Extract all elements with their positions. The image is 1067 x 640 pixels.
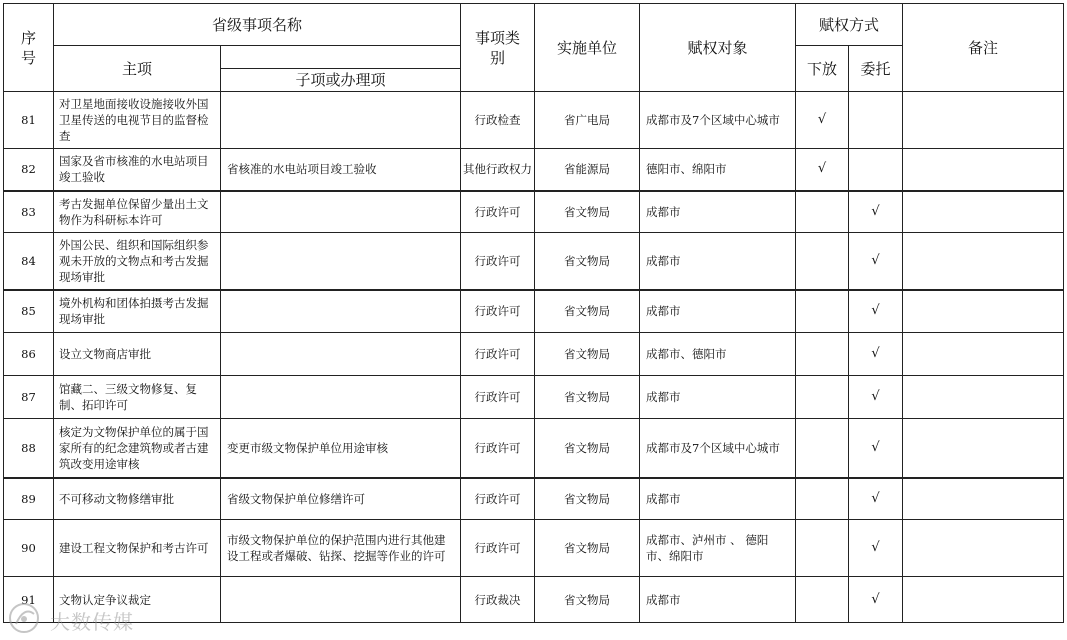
cell-delegation-target: 成都市 [640,376,796,419]
table-row [4,520,1064,577]
cell-row-number: 82 [4,149,54,191]
cell-remark [903,478,1064,520]
cell-delegate-mark: √ [796,149,849,191]
cell-implementing-unit: 省能源局 [535,149,640,191]
cell-entrust-mark [849,92,903,149]
header-target: 赋权对象 [640,4,796,92]
cell-entrust-mark: √ [849,233,903,290]
cell-row-number: 91 [4,577,54,623]
cell-sub-item: 变更市级文物保护单位用途审核 [221,419,461,478]
table-row [4,376,1064,419]
cell-sub-item [221,191,461,233]
cell-remark [903,149,1064,191]
cell-main-item: 文物认定争议裁定 [54,577,221,623]
delegation-table [3,3,1064,623]
cell-implementing-unit: 省文物局 [535,333,640,376]
cell-row-number: 86 [4,333,54,376]
cell-delegation-target: 成都市 [640,577,796,623]
table-row [4,333,1064,376]
header-seq: 序号 [4,4,54,92]
cell-category: 行政许可 [461,478,535,520]
table-row [4,478,1064,520]
cell-implementing-unit: 省文物局 [535,191,640,233]
table-row [4,290,1064,333]
cell-delegation-target: 德阳市、绵阳市 [640,149,796,191]
cell-remark [903,233,1064,290]
cell-entrust-mark: √ [849,520,903,577]
cell-remark [903,333,1064,376]
table-row [4,577,1064,623]
cell-delegate-mark [796,478,849,520]
cell-entrust-mark [849,149,903,191]
cell-implementing-unit: 省文物局 [535,233,640,290]
cell-delegate-mark [796,577,849,623]
cell-remark [903,419,1064,478]
cell-row-number: 87 [4,376,54,419]
header-method-entrust: 委托 [849,46,903,92]
cell-category: 行政许可 [461,419,535,478]
cell-sub-item: 省级文物保护单位修缮许可 [221,478,461,520]
header-method-delegate: 下放 [796,46,849,92]
cell-main-item: 不可移动文物修缮审批 [54,478,221,520]
cell-delegate-mark [796,376,849,419]
cell-sub-item [221,577,461,623]
cell-implementing-unit: 省文物局 [535,290,640,333]
table-row [4,419,1064,478]
cell-delegate-mark [796,333,849,376]
cell-entrust-mark: √ [849,290,903,333]
cell-sub-item: 省核准的水电站项目竣工验收 [221,149,461,191]
cell-entrust-mark: √ [849,376,903,419]
cell-main-item: 境外机构和团体拍摄考古发掘现场审批 [54,290,221,333]
cell-sub-item [221,333,461,376]
table-row [4,233,1064,290]
cell-main-item: 对卫星地面接收设施接收外国卫星传送的电视节目的监督检查 [54,92,221,149]
cell-sub-item [221,92,461,149]
cell-implementing-unit: 省文物局 [535,577,640,623]
cell-sub-item [221,233,461,290]
cell-remark [903,191,1064,233]
cell-row-number: 84 [4,233,54,290]
cell-category: 行政许可 [461,290,535,333]
cell-category: 行政许可 [461,520,535,577]
header-sub-spacer [221,46,461,69]
header-main-item: 主项 [54,46,221,92]
cell-implementing-unit: 省广电局 [535,92,640,149]
cell-row-number: 85 [4,290,54,333]
cell-main-item: 外国公民、组织和国际组织参观未开放的文物点和考古发掘现场审批 [54,233,221,290]
cell-delegation-target: 成都市 [640,290,796,333]
table-row [4,191,1064,233]
cell-entrust-mark: √ [849,419,903,478]
cell-delegation-target: 成都市及7个区域中心城市 [640,92,796,149]
cell-remark [903,577,1064,623]
cell-sub-item [221,376,461,419]
header-name-group: 省级事项名称 [54,4,461,46]
header-category: 事项类别 [461,4,535,92]
cell-entrust-mark: √ [849,577,903,623]
cell-main-item: 设立文物商店审批 [54,333,221,376]
cell-row-number: 90 [4,520,54,577]
cell-entrust-mark: √ [849,333,903,376]
cell-remark [903,290,1064,333]
cell-entrust-mark: √ [849,191,903,233]
cell-delegate-mark [796,419,849,478]
cell-entrust-mark: √ [849,478,903,520]
cell-delegate-mark [796,191,849,233]
cell-implementing-unit: 省文物局 [535,419,640,478]
cell-delegation-target: 成都市 [640,478,796,520]
cell-delegate-mark [796,520,849,577]
cell-row-number: 81 [4,92,54,149]
cell-row-number: 88 [4,419,54,478]
cell-main-item: 考古发掘单位保留少量出土文物作为科研标本许可 [54,191,221,233]
cell-delegation-target: 成都市 [640,233,796,290]
cell-remark [903,376,1064,419]
cell-category: 行政许可 [461,191,535,233]
cell-category: 行政裁决 [461,577,535,623]
cell-category: 行政检查 [461,92,535,149]
cell-remark [903,92,1064,149]
header-unit: 实施单位 [535,4,640,92]
cell-main-item: 核定为文物保护单位的属于国家所有的纪念建筑物或者古建筑改变用途审核 [54,419,221,478]
cell-category: 行政许可 [461,233,535,290]
cell-delegation-target: 成都市、德阳市 [640,333,796,376]
cell-row-number: 83 [4,191,54,233]
cell-delegation-target: 成都市、泸州市 、 德阳市、绵阳市 [640,520,796,577]
cell-row-number: 89 [4,478,54,520]
cell-sub-item: 市级文物保护单位的保护范围内进行其他建设工程或者爆破、钻探、挖掘等作业的许可 [221,520,461,577]
cell-main-item: 建设工程文物保护和考古许可 [54,520,221,577]
cell-delegation-target: 成都市及7个区域中心城市 [640,419,796,478]
table-row [4,92,1064,149]
cell-category: 行政许可 [461,333,535,376]
cell-delegate-mark [796,290,849,333]
cell-category: 其他行政权力 [461,149,535,191]
header-remark: 备注 [903,4,1064,92]
cell-remark [903,520,1064,577]
table-row [4,149,1064,191]
cell-category: 行政许可 [461,376,535,419]
table-header [4,4,1064,92]
cell-implementing-unit: 省文物局 [535,520,640,577]
cell-delegation-target: 成都市 [640,191,796,233]
cell-implementing-unit: 省文物局 [535,376,640,419]
cell-delegate-mark: √ [796,92,849,149]
cell-sub-item [221,290,461,333]
table-body [4,92,1064,623]
header-method-group: 赋权方式 [796,4,903,46]
header-sub-item: 子项或办理项 [221,69,461,92]
cell-delegate-mark [796,233,849,290]
cell-main-item: 馆藏二、三级文物修复、复制、拓印许可 [54,376,221,419]
cell-implementing-unit: 省文物局 [535,478,640,520]
cell-main-item: 国家及省市核准的水电站项目竣工验收 [54,149,221,191]
watermark-text: 大数传媒 [50,610,134,634]
